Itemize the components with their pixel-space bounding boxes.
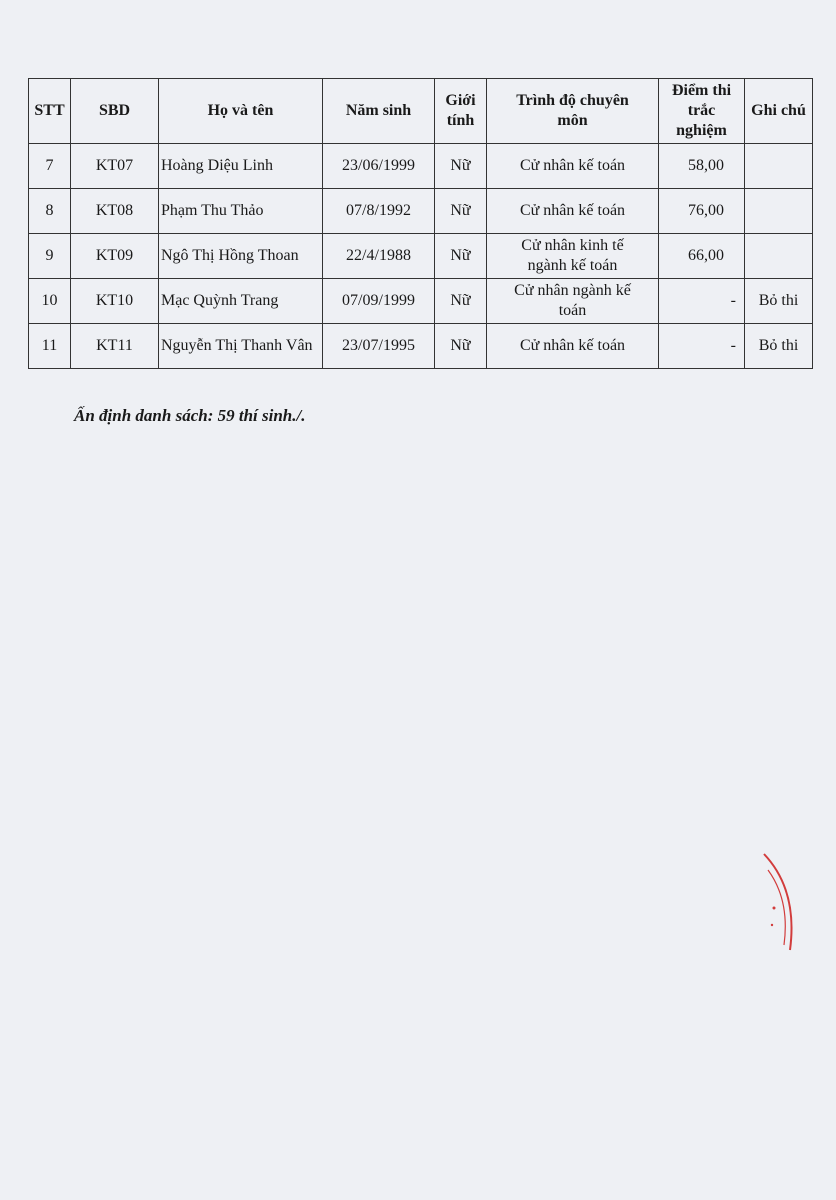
cell-qualification: [487, 144, 659, 189]
candidate-count-note: Ấn định danh sách: 59 thí sinh./.: [74, 406, 306, 425]
table-row: [29, 279, 813, 324]
cell-sbd: KT10: [71, 279, 159, 324]
cell-note: [745, 144, 813, 189]
cell-birth: 22/4/1988: [323, 234, 435, 279]
cell-birth: 07/8/1992: [323, 189, 435, 234]
header-note: Ghi chú: [745, 79, 813, 144]
cell-sbd: KT08: [71, 189, 159, 234]
header-qualification-line1: Trình độ chuyên: [516, 92, 629, 109]
table-row: [29, 234, 813, 279]
cell-birth: 23/07/1995: [323, 324, 435, 369]
header-gender-line1: Giới: [445, 92, 476, 109]
table-row: [29, 324, 813, 369]
cell-gender: Nữ: [435, 234, 487, 279]
cell-note: Bỏ thi: [745, 324, 813, 369]
cell-note: Bỏ thi: [745, 279, 813, 324]
cell-stt: 7: [29, 144, 71, 189]
cell-sbd: KT11: [71, 324, 159, 369]
cell-stt: 8: [29, 189, 71, 234]
cell-qualification: [487, 324, 659, 369]
cell-qualification-line1: Cử nhân kế toán: [519, 337, 626, 354]
cell-sbd: KT07: [71, 144, 159, 189]
cell-qualification: [487, 279, 659, 324]
cell-stt: 9: [29, 234, 71, 279]
candidate-table: [28, 78, 813, 369]
header-score: [659, 79, 745, 144]
cell-name: Nguyễn Thị Thanh Vân: [159, 324, 323, 369]
cell-note: [745, 189, 813, 234]
cell-name: Ngô Thị Hồng Thoan: [159, 234, 323, 279]
cell-qualification: [487, 234, 659, 279]
cell-qualification-line2: ngành kế toán: [527, 257, 618, 274]
cell-qualification: [487, 189, 659, 234]
cell-score: 66,00: [659, 234, 745, 279]
cell-score: -: [659, 324, 745, 369]
cell-birth: 07/09/1999: [323, 279, 435, 324]
cell-gender: Nữ: [435, 144, 487, 189]
cell-gender: Nữ: [435, 324, 487, 369]
cell-score: -: [659, 279, 745, 324]
cell-score: 76,00: [659, 189, 745, 234]
cell-gender: Nữ: [435, 189, 487, 234]
cell-qualification-line1: Cử nhân ngành kế: [514, 282, 631, 299]
cell-gender: Nữ: [435, 279, 487, 324]
table-header-row: [29, 79, 813, 144]
header-sbd: SBD: [71, 79, 159, 144]
cell-qualification-line1: Cử nhân kế toán: [519, 202, 626, 219]
header-gender-line2: tính: [446, 112, 475, 129]
cell-qualification-line1: Cử nhân kinh tế: [521, 237, 624, 254]
header-score-line1: Điểm thi: [671, 82, 732, 99]
cell-name: Phạm Thu Thảo: [159, 189, 323, 234]
table-row: [29, 144, 813, 189]
header-birth: Năm sinh: [323, 79, 435, 144]
header-score-line2: trắc: [687, 102, 716, 119]
header-gender: [435, 79, 487, 144]
red-seal-fragment: [760, 850, 800, 960]
header-score-line3: nghiệm: [676, 122, 727, 139]
cell-note: [745, 234, 813, 279]
header-name: Họ và tên: [159, 79, 323, 144]
cell-name: Hoàng Diệu Linh: [159, 144, 323, 189]
header-qualification-line2: môn: [557, 112, 588, 129]
header-qualification: [487, 79, 659, 144]
cell-name: Mạc Quỳnh Trang: [159, 279, 323, 324]
cell-stt: 11: [29, 324, 71, 369]
header-stt: STT: [29, 79, 71, 144]
cell-score: 58,00: [659, 144, 745, 189]
cell-sbd: KT09: [71, 234, 159, 279]
cell-stt: 10: [29, 279, 71, 324]
cell-birth: 23/06/1999: [323, 144, 435, 189]
cell-qualification-line1: Cử nhân kế toán: [519, 157, 626, 174]
cell-qualification-line2: toán: [558, 302, 587, 319]
table-row: [29, 189, 813, 234]
